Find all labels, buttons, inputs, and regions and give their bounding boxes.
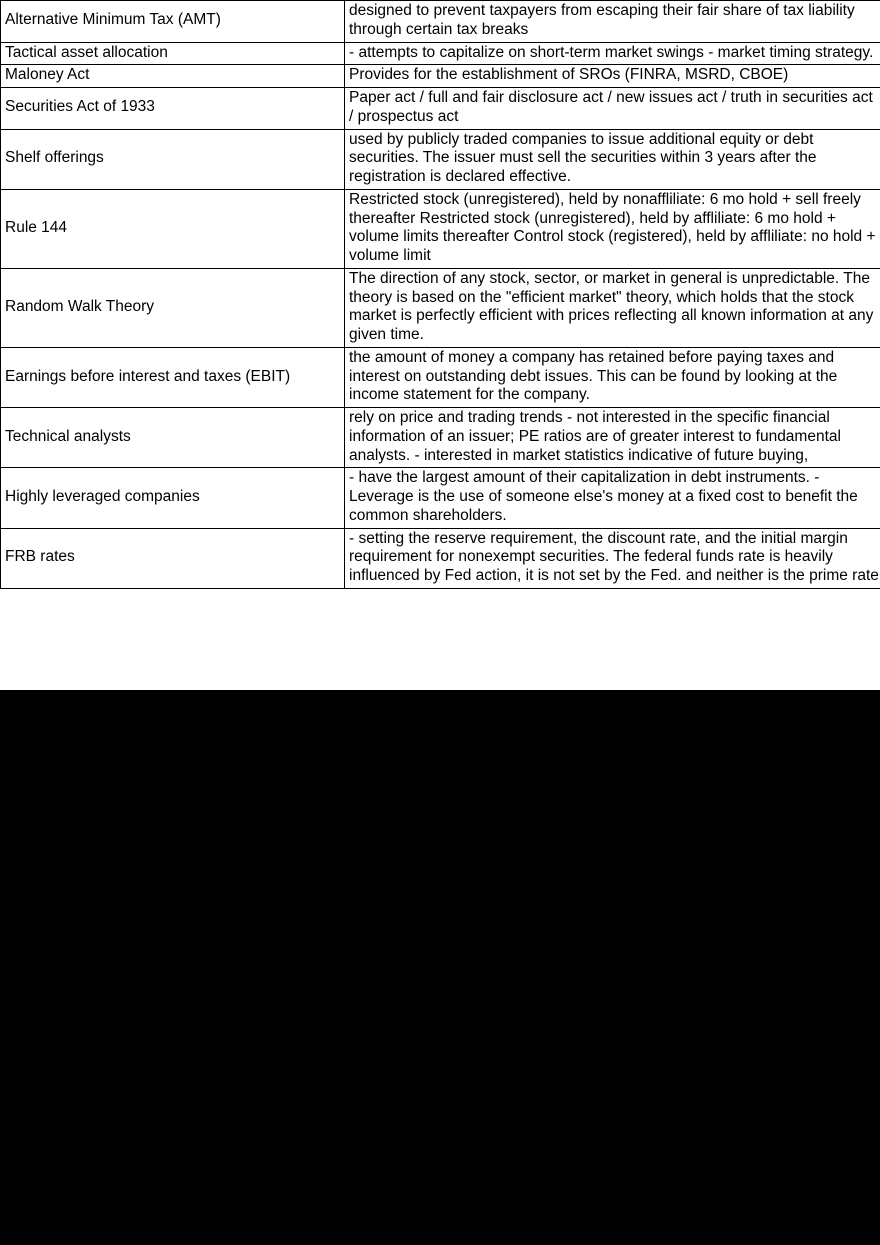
table-row [1,1,880,43]
table-row [1,347,880,407]
table-row [1,88,880,130]
term-cell: Earnings before interest and taxes (EBIT) [1,347,345,407]
definition-cell: rely on price and trading trends - not interested in the specific financial information of an issuer; PE ratios are of greater interest to fundamental analysts. - interested in market statistics indicative of future buying, [345,408,880,468]
term-cell: Rule 144 [1,189,345,268]
table-row [1,129,880,189]
term-cell: Technical analysts [1,408,345,468]
definition-cell: Restricted stock (unregistered), held by nonaffliliate: 6 mo hold + sell freely thereafter Restricted stock (unregistered), held by affliliate: 6 mo hold + volume limits thereafter Control stock (registered), held by affliliate: no hold + volume limit [345,189,880,268]
term-cell: Shelf offerings [1,129,345,189]
definition-cell: - attempts to capitalize on short-term market swings - market timing strategy. [345,42,880,65]
terms-definitions-table [0,0,880,589]
definition-cell: Paper act / full and fair disclosure act / new issues act / truth in securities act / prospectus act [345,88,880,130]
table-row [1,468,880,528]
definition-cell: Provides for the establishment of SROs (FINRA, MSRD, CBOE) [345,65,880,88]
definition-cell: - have the largest amount of their capitalization in debt instruments. - Leverage is the use of someone else's money at a fixed cost to benefit the common shareholders. [345,468,880,528]
term-cell: FRB rates [1,528,345,588]
black-panel [0,690,880,1245]
table-row [1,65,880,88]
table-row [1,528,880,588]
table-row [1,189,880,268]
term-cell: Random Walk Theory [1,268,345,347]
term-cell: Securities Act of 1933 [1,88,345,130]
definition-cell: - setting the reserve requirement, the discount rate, and the initial margin requirement for nonexempt securities. The federal funds rate is heavily influenced by Fed action, it is not set by the Fed. and neither is the prime rate [345,528,880,588]
definition-cell: used by publicly traded companies to issue additional equity or debt securities. The issuer must sell the securities within 3 years after the registration is declared effective. [345,129,880,189]
term-cell: Alternative Minimum Tax (AMT) [1,1,345,43]
table-row [1,42,880,65]
table-row [1,268,880,347]
term-cell: Tactical asset allocation [1,42,345,65]
table-row [1,408,880,468]
definition-cell: The direction of any stock, sector, or market in general is unpredictable. The theory is based on the "efficient market" theory, which holds that the stock market is perfectly efficient with prices reflecting all known information at any given time. [345,268,880,347]
definition-cell: designed to prevent taxpayers from escaping their fair share of tax liability through certain tax breaks [345,1,880,43]
definition-cell: the amount of money a company has retained before paying taxes and interest on outstanding debt issues. This can be found by looking at the income statement for the company. [345,347,880,407]
term-cell: Highly leveraged companies [1,468,345,528]
term-cell: Maloney Act [1,65,345,88]
